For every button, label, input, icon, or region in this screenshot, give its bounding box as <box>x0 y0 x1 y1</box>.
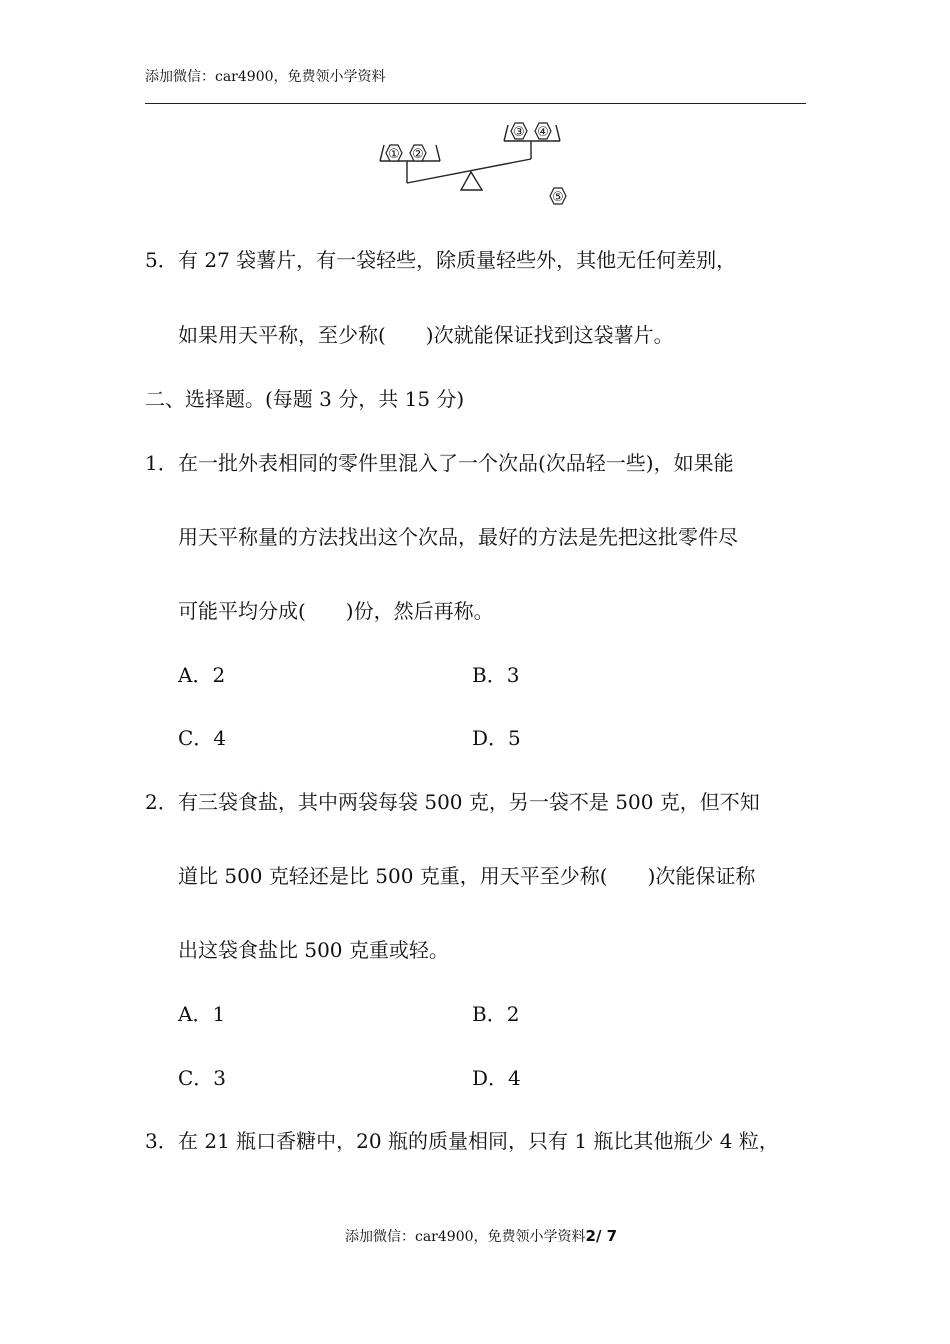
mc2-option-c: C．3 <box>178 1066 227 1090</box>
balance-scale-icon <box>380 125 560 190</box>
page-header: 添加微信：car4900，免费领小学资料 <box>145 69 386 85</box>
mc2-line1: 有三袋食盐，其中两袋每袋 500 克，另一袋不是 500 克，但不知 <box>178 790 760 814</box>
mc3-number: 3． <box>145 1129 178 1153</box>
mc1-line3: 可能平均分成( )份，然后再称。 <box>178 599 494 623</box>
weight-2-label: ② <box>412 147 424 162</box>
mc2-option-a: A．1 <box>178 1002 226 1026</box>
mc2-option-b: B．2 <box>472 1002 520 1026</box>
weight-3-label: ③ <box>513 125 525 140</box>
mc3-line1: 在 21 瓶口香糖中，20 瓶的质量相同，只有 1 瓶比其他瓶少 4 粒， <box>178 1129 779 1153</box>
q5-line1: 有 27 袋薯片，有一袋轻些，除质量轻些外，其他无任何差别， <box>178 248 737 272</box>
weight-4-label: ④ <box>537 125 549 140</box>
mc2-option-d: D．4 <box>472 1066 521 1090</box>
q5-number: 5． <box>145 248 178 272</box>
weight-5-label: ⑤ <box>552 190 564 205</box>
section2-title: 二、选择题。(每题 3 分，共 15 分) <box>145 387 465 411</box>
mc2-number: 2． <box>145 790 178 814</box>
mc1-option-a: A．2 <box>178 663 226 687</box>
page-number: 2/ 7 <box>585 1227 618 1245</box>
q5-line2: 如果用天平称，至少称( )次就能保证找到这袋薯片。 <box>178 323 674 347</box>
mc1-number: 1． <box>145 451 178 475</box>
mc2-line2: 道比 500 克轻还是比 500 克重，用天平至少称( )次能保证称 <box>178 864 756 888</box>
weight-1-label: ① <box>388 147 400 162</box>
page-footer <box>345 1226 617 1246</box>
mc1-line2: 用天平称量的方法找出这个次品，最好的方法是先把这批零件尽 <box>178 525 738 549</box>
balance-scale-diagram <box>0 0 950 230</box>
mc1-option-c: C．4 <box>178 726 227 750</box>
mc2-line3: 出这袋食盐比 500 克重或轻。 <box>178 938 449 962</box>
mc1-option-d: D．5 <box>472 726 521 750</box>
mc1-line1: 在一批外表相同的零件里混入了一个次品(次品轻一些)，如果能 <box>178 451 734 475</box>
mc1-option-b: B．3 <box>472 663 520 687</box>
footer-text: 添加微信：car4900，免费领小学资料 <box>345 1229 586 1245</box>
